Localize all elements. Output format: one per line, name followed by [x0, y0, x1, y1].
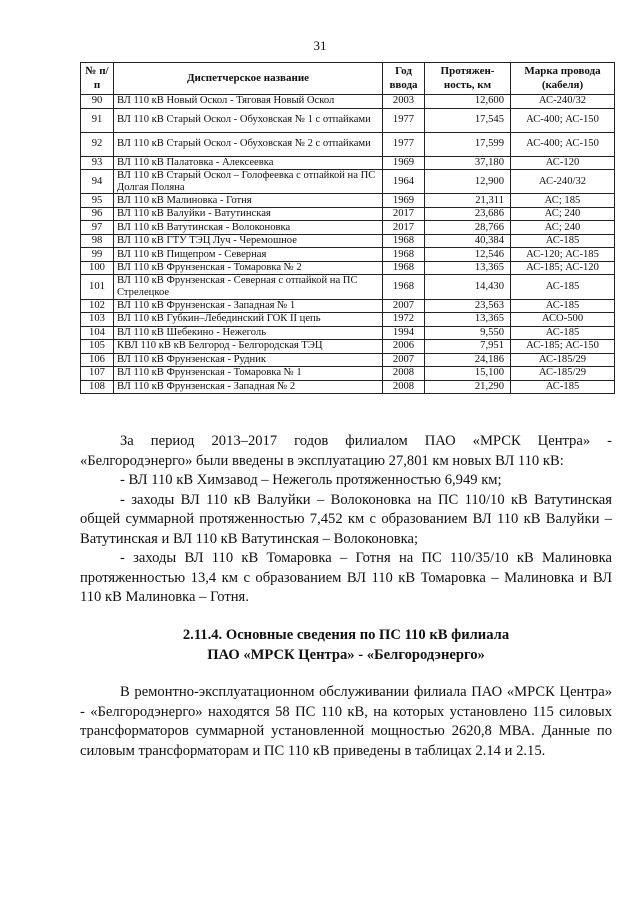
row-year: 1968 — [383, 261, 425, 275]
table-row — [81, 156, 615, 170]
row-length: 21,290 — [425, 380, 511, 394]
row-year: 1968 — [383, 248, 425, 262]
row-year: 2017 — [383, 207, 425, 221]
row-number: 97 — [81, 221, 114, 235]
row-mark: АС-185/29 — [511, 367, 615, 381]
row-mark: АС-185 — [511, 380, 615, 394]
row-year: 1969 — [383, 194, 425, 208]
row-year: 1964 — [383, 170, 425, 194]
row-length: 9,550 — [425, 326, 511, 340]
row-length: 24,186 — [425, 353, 511, 367]
row-length: 12,900 — [425, 170, 511, 194]
row-mark: АС-240/32 — [511, 95, 615, 109]
row-length: 15,100 — [425, 367, 511, 381]
row-number: 96 — [81, 207, 114, 221]
row-length: 23,686 — [425, 207, 511, 221]
row-mark: АС; 185 — [511, 194, 615, 208]
row-mark: АС-185; АС-150 — [511, 340, 615, 354]
row-name: ВЛ 110 кВ Старый Оскол – Голофеевка с отпайкой на ПС Долгая Поляна — [114, 170, 383, 194]
list-item-3: - заходы ВЛ 110 кВ Томаровка – Готня на ПС 110/35/10 кВ Малиновка протяженностью 13,4 км с образованием ВЛ 110 кВ Томаровка – Малиновка и ВЛ 110 кВ Малиновка – Готня. — [80, 550, 612, 605]
table-row — [81, 194, 615, 208]
header-length: Протяжен-ность, км — [425, 63, 511, 95]
row-mark: АС-185 — [511, 326, 615, 340]
row-length: 12,546 — [425, 248, 511, 262]
row-length: 7,951 — [425, 340, 511, 354]
row-name: КВЛ 110 кВ кВ Белгород - Белгородская ТЭЦ — [114, 340, 383, 354]
row-year: 2008 — [383, 367, 425, 381]
row-mark: АС-185 — [511, 299, 615, 313]
row-length: 17,599 — [425, 132, 511, 156]
row-name: ВЛ 110 кВ Пищепром - Северная — [114, 248, 383, 262]
row-year: 2017 — [383, 221, 425, 235]
list-item-1: - ВЛ 110 кВ Химзавод – Нежеголь протяженностью 6,949 км; — [120, 472, 502, 488]
section-heading-line1: 2.11.4. Основные сведения по ПС 110 кВ филиала — [182, 627, 510, 643]
table-row — [81, 340, 615, 354]
row-name: ВЛ 110 кВ Новый Оскол - Тяговая Новый Оскол — [114, 95, 383, 109]
table-row — [81, 248, 615, 262]
row-length: 37,180 — [425, 156, 511, 170]
row-mark: АС-185/29 — [511, 353, 615, 367]
row-name: ВЛ 110 кВ Фрунзенская - Томаровка № 1 — [114, 367, 383, 381]
power-lines-table — [80, 62, 615, 394]
row-length: 28,766 — [425, 221, 511, 235]
row-number: 93 — [81, 156, 114, 170]
table-row — [81, 367, 615, 381]
row-name: ВЛ 110 кВ Старый Оскол - Обуховская № 2 с отпайками — [114, 132, 383, 156]
table-row — [81, 299, 615, 313]
row-year: 1994 — [383, 326, 425, 340]
row-number: 102 — [81, 299, 114, 313]
table-row — [81, 207, 615, 221]
page-number: 31 — [313, 38, 327, 53]
row-name: ВЛ 110 кВ Фрунзенская - Северная с отпайкой на ПС Стрелецкое — [114, 275, 383, 299]
row-length: 13,365 — [425, 261, 511, 275]
row-year: 1968 — [383, 234, 425, 248]
row-year: 1969 — [383, 156, 425, 170]
row-number: 106 — [81, 353, 114, 367]
row-mark: АСО-500 — [511, 313, 615, 327]
row-length: 13,365 — [425, 313, 511, 327]
row-mark: АС-240/32 — [511, 170, 615, 194]
row-name: ВЛ 110 кВ Фрунзенская - Рудник — [114, 353, 383, 367]
body-text — [80, 432, 612, 608]
row-length: 12,600 — [425, 95, 511, 109]
row-year: 2007 — [383, 299, 425, 313]
row-year: 1972 — [383, 313, 425, 327]
table-row — [81, 380, 615, 394]
row-number: 108 — [81, 380, 114, 394]
row-name: ВЛ 110 кВ Фрунзенская - Западная № 1 — [114, 299, 383, 313]
row-number: 98 — [81, 234, 114, 248]
table-header-row — [81, 63, 615, 95]
table-row — [81, 221, 615, 235]
row-number: 103 — [81, 313, 114, 327]
table-row — [81, 234, 615, 248]
row-length: 21,311 — [425, 194, 511, 208]
table-row — [81, 170, 615, 194]
row-length: 17,545 — [425, 108, 511, 132]
row-number: 90 — [81, 95, 114, 109]
row-year: 2006 — [383, 340, 425, 354]
header-name: Диспетчерское название — [114, 63, 383, 95]
row-mark: АС; 240 — [511, 207, 615, 221]
table-row — [81, 95, 615, 109]
row-name: ВЛ 110 кВ Фрунзенская - Томаровка № 2 — [114, 261, 383, 275]
row-number: 104 — [81, 326, 114, 340]
row-year: 2003 — [383, 95, 425, 109]
closing-paragraph: В ремонтно-эксплуатационном обслуживании филиала ПАО «МРСК Центра» - «Белгородэнерго» находятся 58 ПС 110 кВ, на которых установлено 115 силовых трансформаторов суммарной установленной мощностью 2620,8 МВА. Данные по силовым трансформаторам и ПС 110 кВ приведены в таблицах 2.14 и 2.15. — [80, 684, 612, 759]
row-number: 94 — [81, 170, 114, 194]
row-number: 99 — [81, 248, 114, 262]
row-name: ВЛ 110 кВ Валуйки - Ватутинская — [114, 207, 383, 221]
row-mark: АС-185 — [511, 275, 615, 299]
table-row — [81, 313, 615, 327]
row-year: 2007 — [383, 353, 425, 367]
row-mark: АС-400; АС-150 — [511, 108, 615, 132]
row-name: ВЛ 110 кВ Палатовка - Алексеевка — [114, 156, 383, 170]
row-year: 1977 — [383, 108, 425, 132]
intro-paragraph: За период 2013–2017 годов филиалом ПАО «МРСК Центра» - «Белгородэнерго» были введены в эксплуатацию 27,801 км новых ВЛ 110 кВ: — [80, 433, 612, 469]
table-row — [81, 353, 615, 367]
row-year: 1968 — [383, 275, 425, 299]
table-row — [81, 261, 615, 275]
row-year: 2008 — [383, 380, 425, 394]
table-row — [81, 326, 615, 340]
row-mark: АС; 240 — [511, 221, 615, 235]
row-mark: АС-185 — [511, 234, 615, 248]
row-length: 40,384 — [425, 234, 511, 248]
table-row — [81, 132, 615, 156]
row-year: 1977 — [383, 132, 425, 156]
row-name: ВЛ 110 кВ Старый Оскол - Обуховская № 1 с отпайками — [114, 108, 383, 132]
table-row — [81, 275, 615, 299]
row-mark: АС-120; АС-185 — [511, 248, 615, 262]
row-number: 105 — [81, 340, 114, 354]
row-number: 92 — [81, 132, 114, 156]
row-mark: АС-120 — [511, 156, 615, 170]
row-number: 107 — [81, 367, 114, 381]
table-row — [81, 108, 615, 132]
table-body — [81, 95, 615, 394]
closing-text — [80, 683, 612, 761]
row-number: 100 — [81, 261, 114, 275]
section-heading-line2: ПАО «МРСК Центра» - «Белгородэнерго» — [207, 646, 485, 663]
row-mark: АС-400; АС-150 — [511, 132, 615, 156]
section-heading — [80, 626, 612, 665]
row-length: 23,563 — [425, 299, 511, 313]
row-name: ВЛ 110 кВ Губкин–Лебединский ГОК II цепь — [114, 313, 383, 327]
row-mark: АС-185; АС-120 — [511, 261, 615, 275]
row-name: ВЛ 110 кВ Ватутинская - Волоконовка — [114, 221, 383, 235]
row-name: ВЛ 110 кВ Фрунзенская - Западная № 2 — [114, 380, 383, 394]
row-name: ВЛ 110 кВ ГТУ ТЭЦ Луч - Черемошное — [114, 234, 383, 248]
row-number: 91 — [81, 108, 114, 132]
row-number: 101 — [81, 275, 114, 299]
row-length: 14,430 — [425, 275, 511, 299]
row-name: ВЛ 110 кВ Малиновка - Готня — [114, 194, 383, 208]
header-year: Год ввода — [383, 63, 425, 95]
list-item-2: - заходы ВЛ 110 кВ Валуйки – Волоконовка на ПС 110/10 кВ Ватутинская общей суммарной протяженностью 7,452 км с образованием ВЛ 110 кВ Валуйки – Ватутинская и ВЛ 110 кВ Ватутинская – Волоконовка; — [80, 491, 612, 547]
header-mark: Марка провода (кабеля) — [511, 63, 615, 95]
row-name: ВЛ 110 кВ Шебекино - Нежеголь — [114, 326, 383, 340]
row-number: 95 — [81, 194, 114, 208]
header-num: № п/п — [81, 63, 114, 95]
